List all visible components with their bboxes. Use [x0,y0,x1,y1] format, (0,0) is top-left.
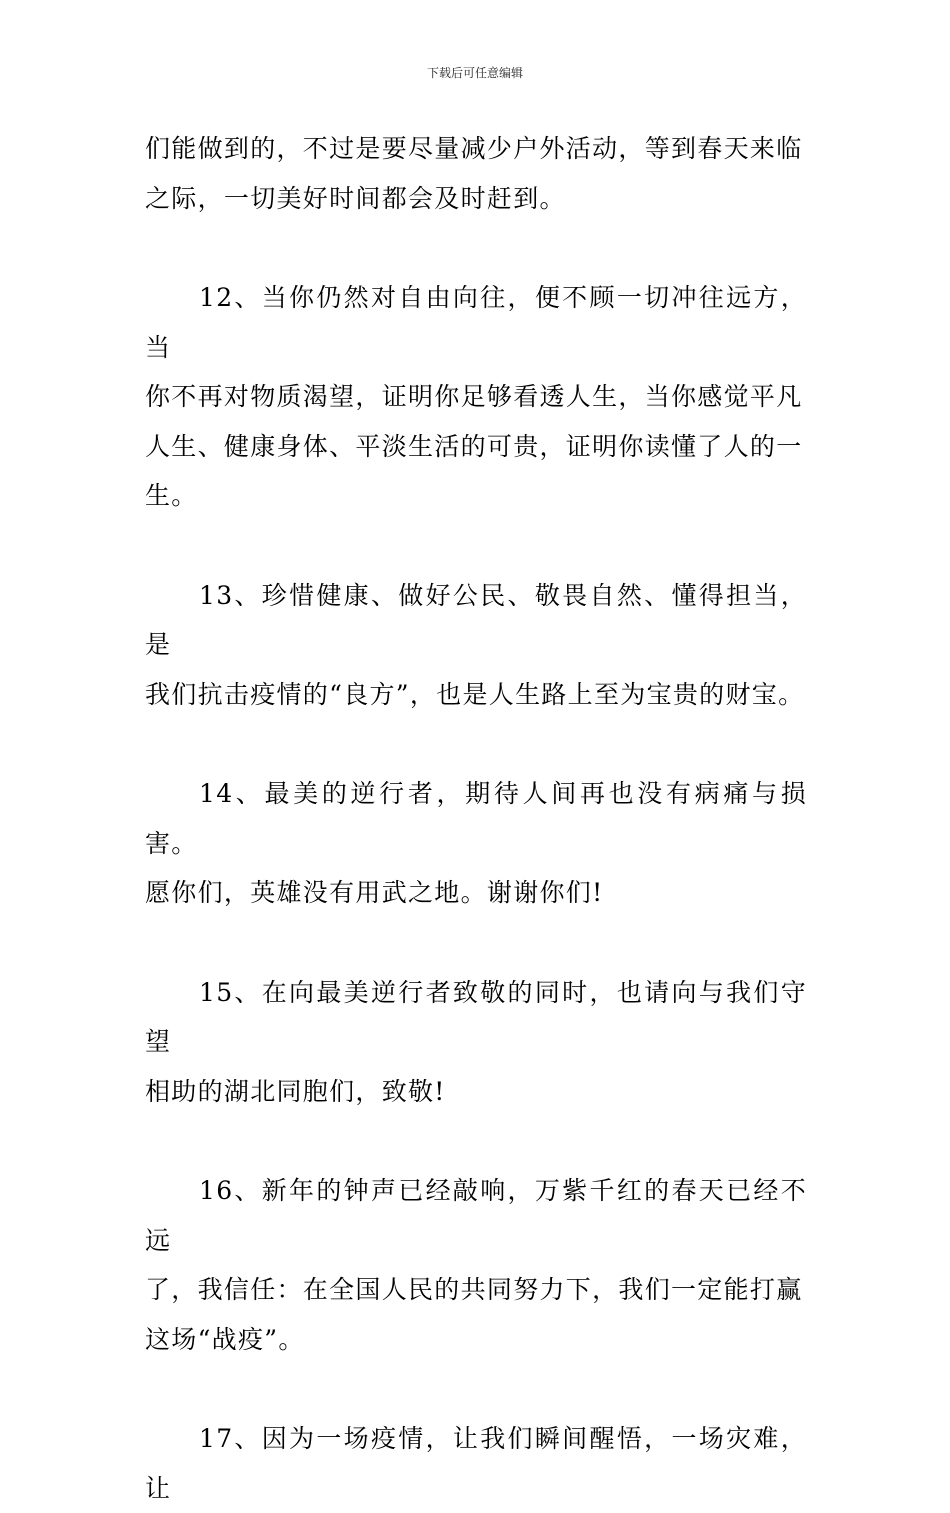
text-line: 人生、健康身体、平淡生活的可贵，证明你读懂了人的一 [145,431,803,461]
text-line: 14、最美的逆行者，期待人间再也没有病痛与损害。 [145,779,807,858]
document-body [145,124,807,1513]
text-line: 12、当你仍然对自由向往，便不顾一切冲往远方，当 [145,283,807,362]
paragraph-17 [145,1414,807,1513]
paragraph-15 [145,968,807,1117]
text-line: 生。 [145,481,198,510]
paragraph-gap [145,1364,807,1414]
text-line: 15、在向最美逆行者致敬的同时，也请向与我们守望 [145,977,807,1056]
text-line: 相助的湖北同胞们，致敬! [145,1076,446,1106]
text-line: 了，我信任：在全国人民的共同努力下，我们一定能打赢 [145,1275,803,1304]
text-line: 17、因为一场疫情，让我们瞬间醒悟，一场灾难，让 [145,1424,807,1503]
paragraph-gap [145,521,807,571]
paragraph-continuation [145,124,807,223]
text-line: 13、珍惜健康、做好公民、敬畏自然、懂得担当，是 [145,580,807,659]
text-line: 们能做到的，不过是要尽量减少户外活动，等到春天来临 [145,134,803,163]
paragraph-16 [145,1166,807,1364]
text-line: 愿你们，英雄没有用武之地。谢谢你们! [145,878,604,907]
paragraph-gap [145,719,807,769]
paragraph-gap [145,223,807,273]
text-line: 16、新年的钟声已经敲响，万紫千红的春天已经不远 [145,1176,807,1255]
page-header: 下载后可任意编辑 [426,66,523,80]
text-line: 你不再对物质渴望，证明你足够看透人生，当你感觉平凡 [145,382,803,411]
paragraph-12 [145,273,807,521]
paragraph-gap [145,918,807,968]
paragraph-14 [145,769,807,918]
text-line: 之际，一切美好时间都会及时赶到。 [145,183,566,213]
text-line: 我们抗击疫情的“良方”，也是人生路上至为宝贵的财宝。 [145,679,805,709]
paragraph-gap [145,1116,807,1166]
text-line: 这场“战疫”。 [145,1324,305,1354]
paragraph-13 [145,571,807,720]
